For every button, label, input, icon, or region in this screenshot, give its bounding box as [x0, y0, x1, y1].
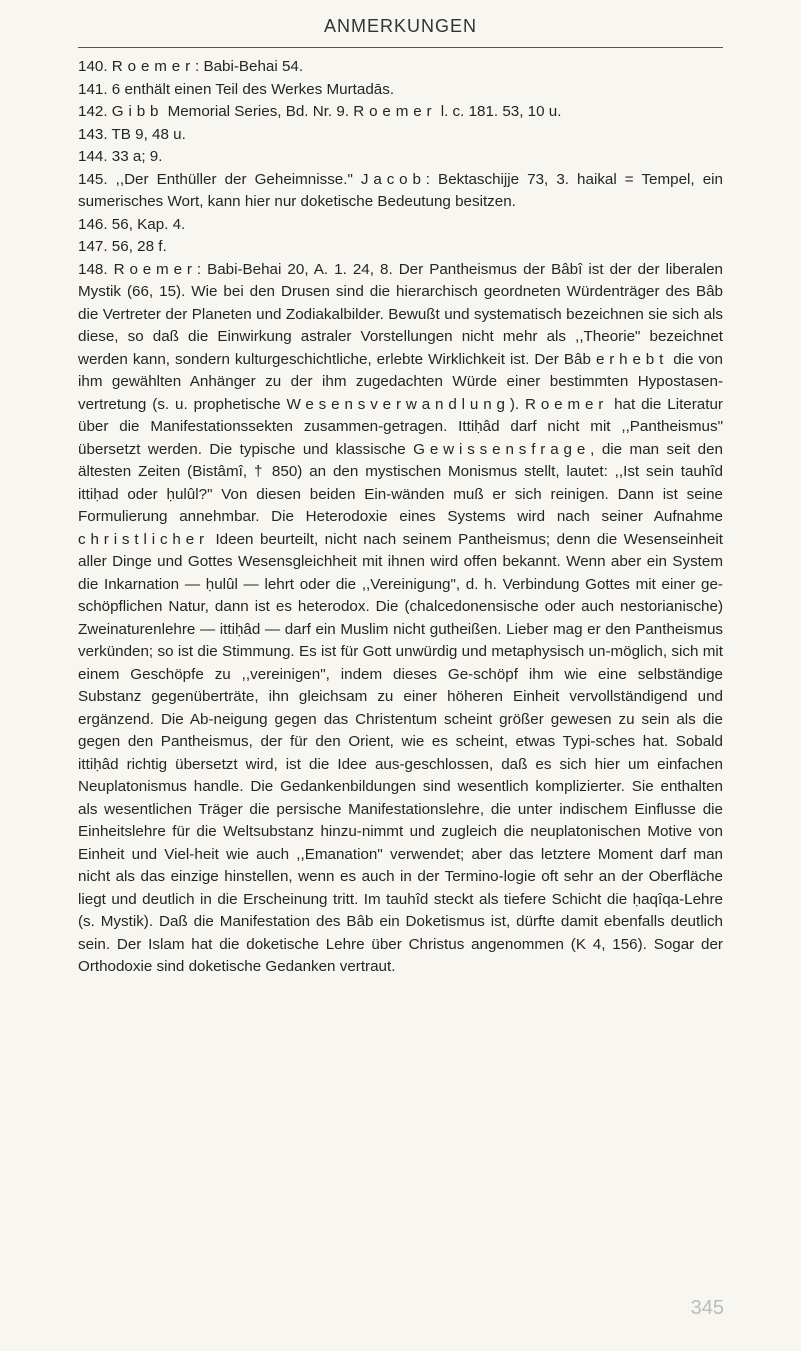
note-text: , die man seit den ältesten Zeiten (Bistâmî, † 850) an den mystischen Monismus stellt, lautet: ,,Ist sein tauhîd ittiḥad oder ḥulûl?" Von diesen beiden Ein-wänden muß er sich reinigen. Dann ist seine Formulierung annehmbar. Die Heterodoxie eines Systems wird nach seiner Aufnahme	[78, 440, 723, 525]
note-142	[78, 101, 723, 124]
note-text: 56, 28 f.	[111, 238, 167, 255]
header-rule	[78, 47, 723, 48]
note-number: 141.	[78, 80, 108, 98]
note-number: 145.	[78, 170, 108, 188]
note-number: 147.	[78, 238, 108, 255]
note-text: : Bektaschijje 73, 3. haikal = Tempel, ein sumerisches Wort, kann hier nur doketische Bedeutung besitzen.	[78, 170, 723, 210]
spaced-emphasis: Gewissensfrage	[413, 440, 591, 458]
author-name: Roemer	[353, 103, 437, 120]
note-text: 6 enthält einen Teil des Werkes Murtadās.	[111, 80, 395, 98]
note-number: 140.	[78, 58, 108, 75]
note-148	[78, 259, 723, 979]
note-number: 142.	[78, 103, 108, 120]
note-144	[78, 146, 723, 169]
note-text: Ideen beurteilt, nicht nach seinem Pantheismus; denn die Wesenseinheit aller Dinge und Gottes Wesensgleichheit mit ihnen wird offen bekannt. Wenn aber ein System die Inkarnation — ḥulûl — lehrt oder die ,,Vereinigung", d. h. Verbindung Gottes mit einer ge-schöpflichen Natur, dann ist es heterodox. Die (chalcedonensische oder auch nestorianische) Zweinaturenlehre — ittiḥâd — darf ein Muslim nicht gutheißen. Lieber mag er den Pantheismus verkünden; so ist die Stimmung. Es ist für Gott unwürdig und metaphysisch un-möglich, sich mit einem Geschöpfe zu ,,vereinigen", indem dieses Ge-schöpf ihm wie eine selbständige Substanz gegenüberträte, ihn gleichsam zu einer höheren Einheit vervollständigend und ergänzend. Die Ab-neigung gegen das Christentum scheint größer gewesen zu sein als die gegen den Pantheismus, der für den Orient, wie es scheint, etwas Typi-sches hat. Sobald ittiḥâd richtig übersetzt wird, ist die Idee aus-geschlossen, daß es sich hier um einfachen Neuplatonismus handle. Die Gedankenbildungen sind wesentlich komplizierter. Sie enthalten als wesentlichen Träger die persische Manifestationslehre, die unter indischem Einflusse die Einheitslehre für die Weltsubstanz hinzu-nimmt und zugleich die neuplatonischen Motive von Einheit und Viel-heit wie auch ,,Emanation" verwendet; aber das letztere Moment darf man nicht als das einzige hinstellen, wenn es auch in der Termino-logie oft sehr an der Oberfläche liegt und deutlich in die Erscheinung tritt. Im tauhîd steckt als tiefere Schicht die ḥaqîqa-Lehre (s. Mystik). Daß die Manifestation des Bâb ein Doketismus ist, dürfte damit ebenfalls deutlich sein. Der Islam hat die doketische Lehre über Christus angenommen (K 4, 156). Sogar der Orthodoxie sind doketische Gedanken vertraut.	[78, 530, 723, 975]
note-text: ).	[509, 395, 520, 413]
note-number: 148.	[78, 260, 108, 278]
note-text: TB 9, 48 u.	[111, 125, 186, 143]
note-143	[78, 124, 723, 147]
note-141	[78, 79, 723, 102]
spaced-emphasis: Wesensverwandlung	[286, 395, 510, 413]
author-name: Gibb	[111, 103, 164, 120]
note-text: ,,Der Enthüller der Geheimnisse."	[115, 170, 353, 188]
note-text: : Babi-Behai 20, A. 1. 24, 8. Der Pantheismus der Bâbî ist der der liberalen Mystik (66, 15). Wie bei den Drusen sind die hierarchisch geordneten Würdenträger des Bâb die Vertreter der Planeten und Zodiakalbilder. Bewußt und systematisch bezeichnen sie sich als diese, so daß die Einwirkung astraler Vorstellungen nicht mehr als ,,Theorie" bezeichnet werden kann, sondern kulturgeschichtliche, erlebte Wirklichkeit ist. Der Bâb	[78, 260, 723, 368]
note-146	[78, 214, 723, 237]
note-text: die von ihm gewählten Anhänger zu der ihm zugedachten Würde einer bestimmten Hypostasen-vertretung (s. u. prophetische	[78, 350, 723, 413]
note-text: l. c. 181. 53, 10 u.	[440, 103, 562, 120]
author-name: Roemer	[525, 395, 609, 413]
author-name: Roemer	[113, 260, 197, 278]
note-147	[78, 236, 723, 259]
note-text: Memorial Series, Bd. Nr. 9.	[167, 103, 350, 120]
author-name: Roemer	[111, 58, 195, 75]
note-145	[78, 169, 723, 214]
note-text: 33 a; 9.	[111, 148, 163, 165]
note-140	[78, 56, 723, 79]
note-text: : Babi-Behai 54.	[195, 58, 304, 75]
note-number: 144.	[78, 148, 108, 165]
running-header: ANMERKUNGEN	[323, 16, 477, 36]
note-number: 146.	[78, 215, 108, 233]
author-name: Jacob	[360, 170, 426, 188]
note-text: 56, Kap. 4.	[111, 215, 186, 233]
page-number: 345	[690, 1297, 724, 1319]
spaced-emphasis: christlicher	[78, 530, 209, 548]
notes-body	[78, 56, 723, 979]
note-number: 143.	[78, 125, 108, 143]
spaced-emphasis: erhebt	[595, 350, 669, 368]
note-text: hat die Literatur über die Manifestationssekten zusammen-getragen. Ittiḥâd darf nicht mit ,,Pantheismus" übersetzt werden. Die typische und klassische	[78, 395, 723, 458]
